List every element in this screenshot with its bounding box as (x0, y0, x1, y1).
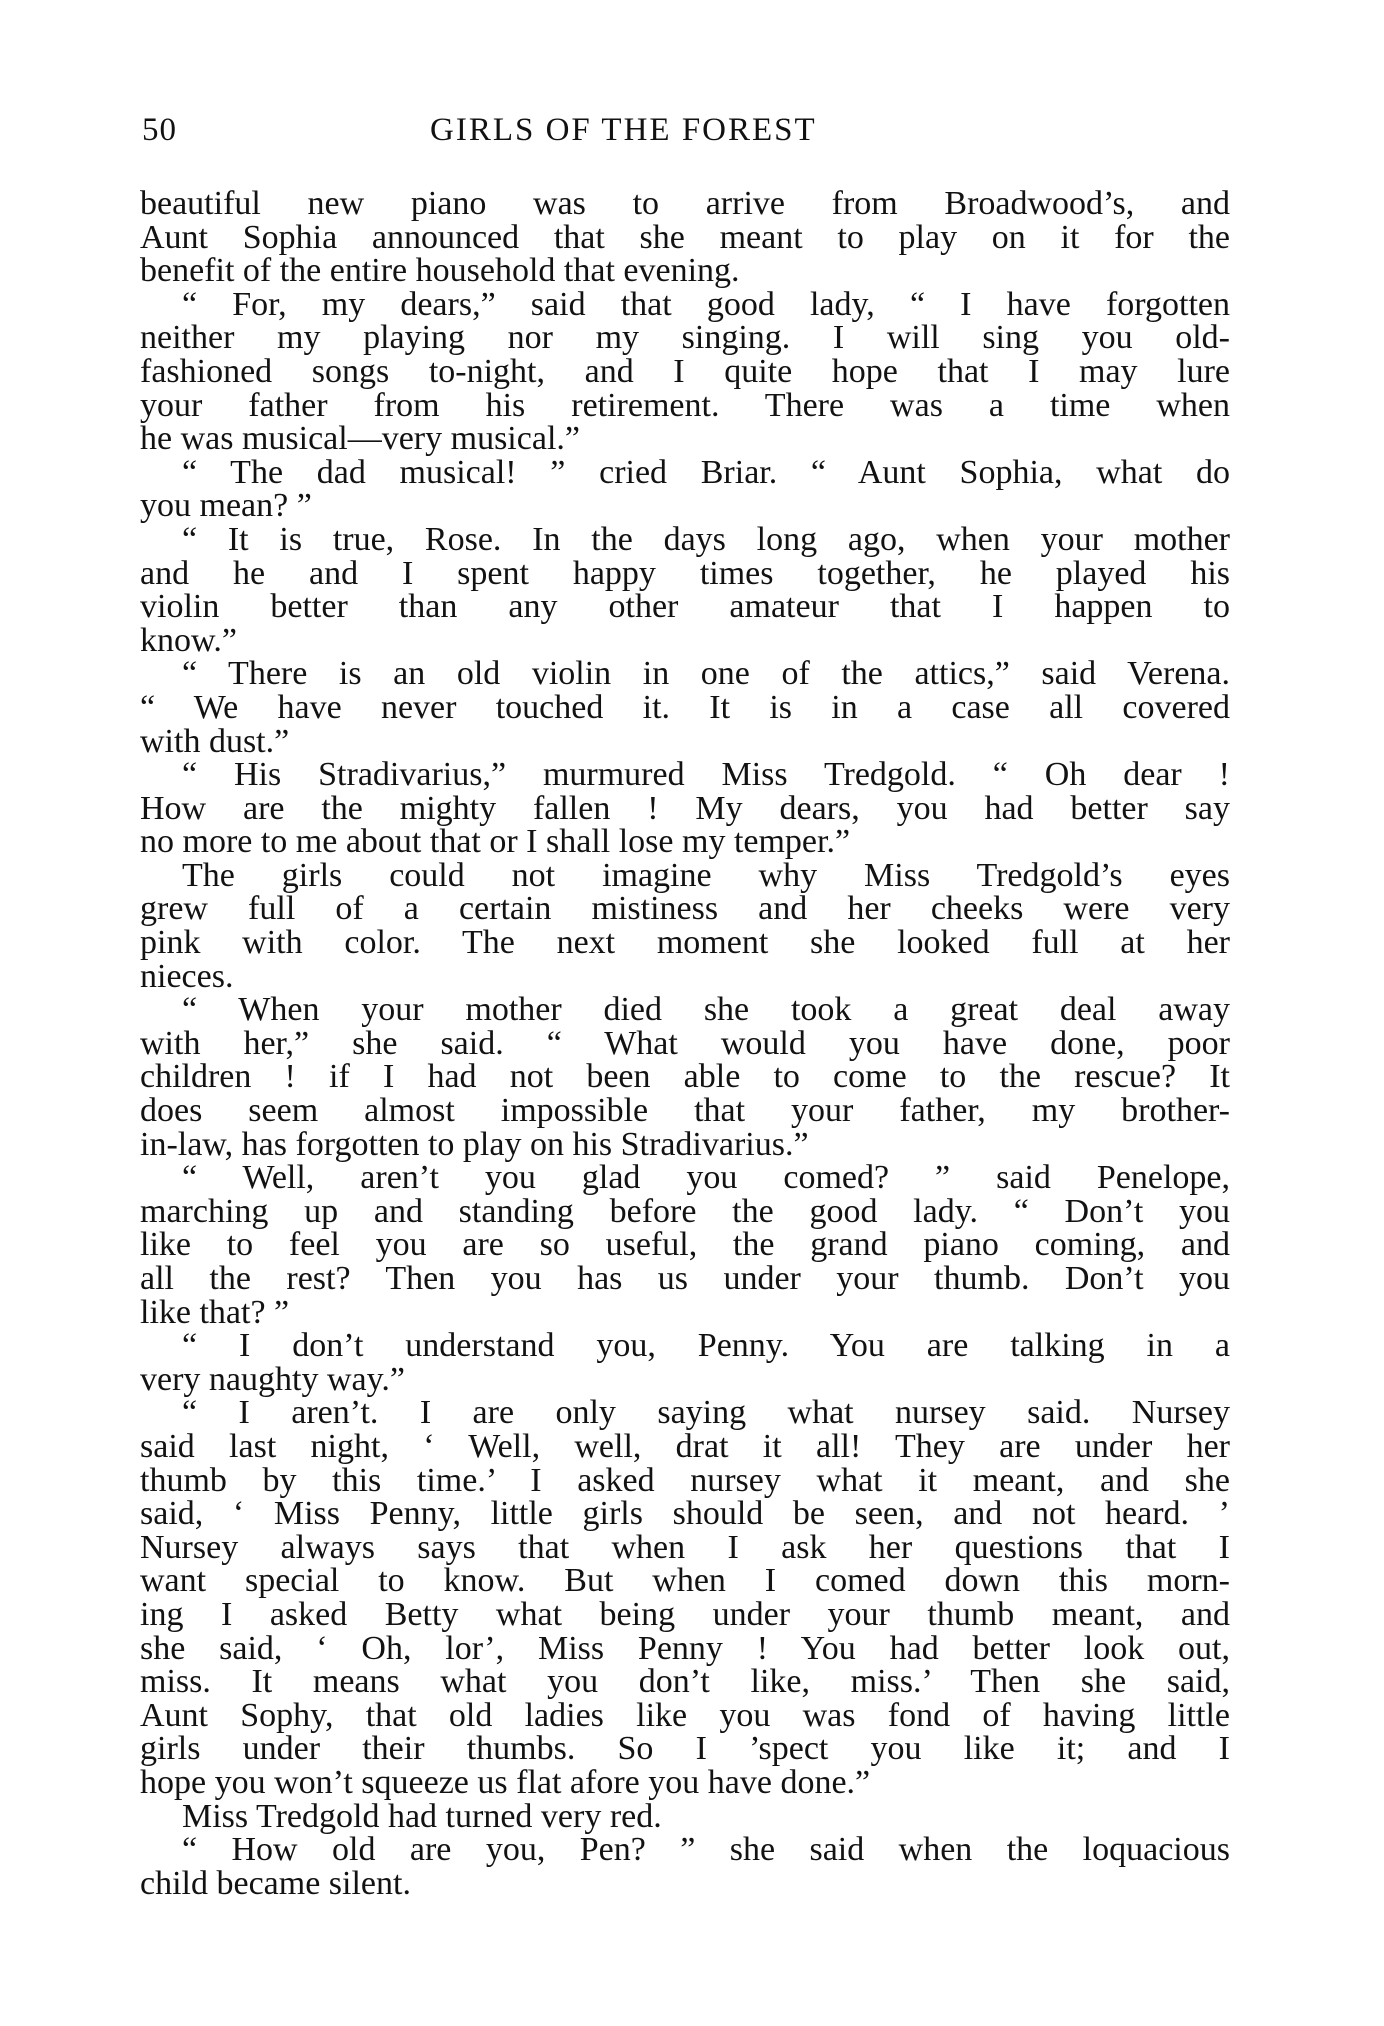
text-line: violin better than any other amateur that I happen to (140, 588, 1230, 626)
text-line: “ I aren’t. I are only saying what nursey said. Nursey (182, 1394, 1230, 1432)
text-line: like that? ” (140, 1293, 290, 1331)
text-line: miss. It means what you don’t like, miss.’ Then she said, (140, 1663, 1230, 1701)
text-line: fashioned songs to-night, and I quite hope that I may lure (140, 352, 1230, 390)
running-title: GIRLS OF THE FOREST (430, 112, 817, 148)
text-line: children ! if I had not been able to come to the rescue? It (140, 1058, 1230, 1096)
text-line: grew full of a certain mistiness and her cheeks were very (140, 890, 1230, 928)
text-line: no more to me about that or I shall lose my temper.” (140, 823, 851, 861)
page-number: 50 (142, 112, 177, 148)
text-line: beautiful new piano was to arrive from Broadwood’s, and (140, 185, 1230, 222)
text-line: Miss Tredgold had turned very red. (182, 1797, 662, 1835)
text-line: said last night, ‘ Well, well, drat it all! They are under her (140, 1427, 1230, 1465)
text-line: “ I don’t understand you, Penny. You are talking in a (182, 1327, 1230, 1365)
body-text (140, 187, 1230, 1900)
text-line: The girls could not imagine why Miss Tredgold’s eyes (182, 856, 1230, 894)
text-line: want special to know. But when I comed down this morn- (140, 1562, 1230, 1600)
text-line: girls under their thumbs. So I ’spect you like it; and I (140, 1730, 1230, 1768)
text-line: hope you won’t squeeze us flat afore you have done.” (140, 1763, 871, 1801)
text-line: he was musical—very musical.” (140, 420, 580, 458)
text-line: “ The dad musical! ” cried Briar. “ Aunt Sophia, what do (182, 453, 1230, 491)
text-line: she said, ‘ Oh, lor’, Miss Penny ! You had better look out, (140, 1629, 1230, 1667)
text-line: “ How old are you, Pen? ” she said when the loquacious (182, 1831, 1230, 1869)
text-line: “ It is true, Rose. In the days long ago, when your mother (182, 520, 1230, 558)
text-line: in-law, has forgotten to play on his Stradivarius.” (140, 1125, 809, 1163)
text-line: thumb by this time.’ I asked nursey what it meant, and she (140, 1461, 1230, 1499)
text-line: “ When your mother died she took a great deal away (182, 991, 1230, 1029)
text-line: benefit of the entire household that evening. (140, 252, 740, 290)
text-line: with dust.” (140, 722, 290, 760)
text-line: neither my playing nor my singing. I will sing you old- (140, 319, 1230, 357)
text-line: “ Well, aren’t you glad you comed? ” said Penelope, (182, 1159, 1230, 1197)
text-line: marching up and standing before the good lady. “ Don’t you (140, 1192, 1230, 1230)
text-line: does seem almost impossible that your father, my brother- (140, 1092, 1230, 1130)
text-line: Aunt Sophia announced that she meant to play on it for the (140, 218, 1230, 256)
text-line: Aunt Sophy, that old ladies like you was fond of having little (140, 1696, 1230, 1734)
page-header (142, 112, 1228, 162)
text-line: your father from his retirement. There was a time when (140, 386, 1230, 424)
text-line: “ For, my dears,” said that good lady, “ I have forgotten (182, 285, 1230, 323)
text-line: Nursey always says that when I ask her questions that I (140, 1528, 1230, 1566)
text-line: “ We have never touched it. It is in a case all covered (140, 688, 1230, 726)
text-line: said, ‘ Miss Penny, little girls should be seen, and not heard. ’ (140, 1495, 1230, 1533)
text-line: pink with color. The next moment she looked full at her (140, 924, 1230, 962)
text-line: ing I asked Betty what being under your thumb meant, and (140, 1595, 1230, 1633)
text-line: and he and I spent happy times together, he played his (140, 554, 1230, 592)
text-line: you mean? ” (140, 487, 312, 525)
text-line: “ His Stradivarius,” murmured Miss Tredgold. “ Oh dear ! (182, 756, 1230, 794)
text-line: with her,” she said. “ What would you have done, poor (140, 1024, 1230, 1062)
text-line: know.” (140, 621, 237, 659)
text-line: child became silent. (140, 1864, 411, 1902)
text-line: nieces. (140, 957, 234, 995)
text-line: like to feel you are so useful, the grand piano coming, and (140, 1226, 1230, 1264)
text-line: all the rest? Then you has us under your thumb. Don’t you (140, 1260, 1230, 1297)
text-line: very naughty way.” (140, 1360, 405, 1398)
text-line: “ There is an old violin in one of the attics,” said Verena. (182, 655, 1230, 693)
text-line: How are the mighty fallen ! My dears, you had better say (140, 789, 1230, 827)
